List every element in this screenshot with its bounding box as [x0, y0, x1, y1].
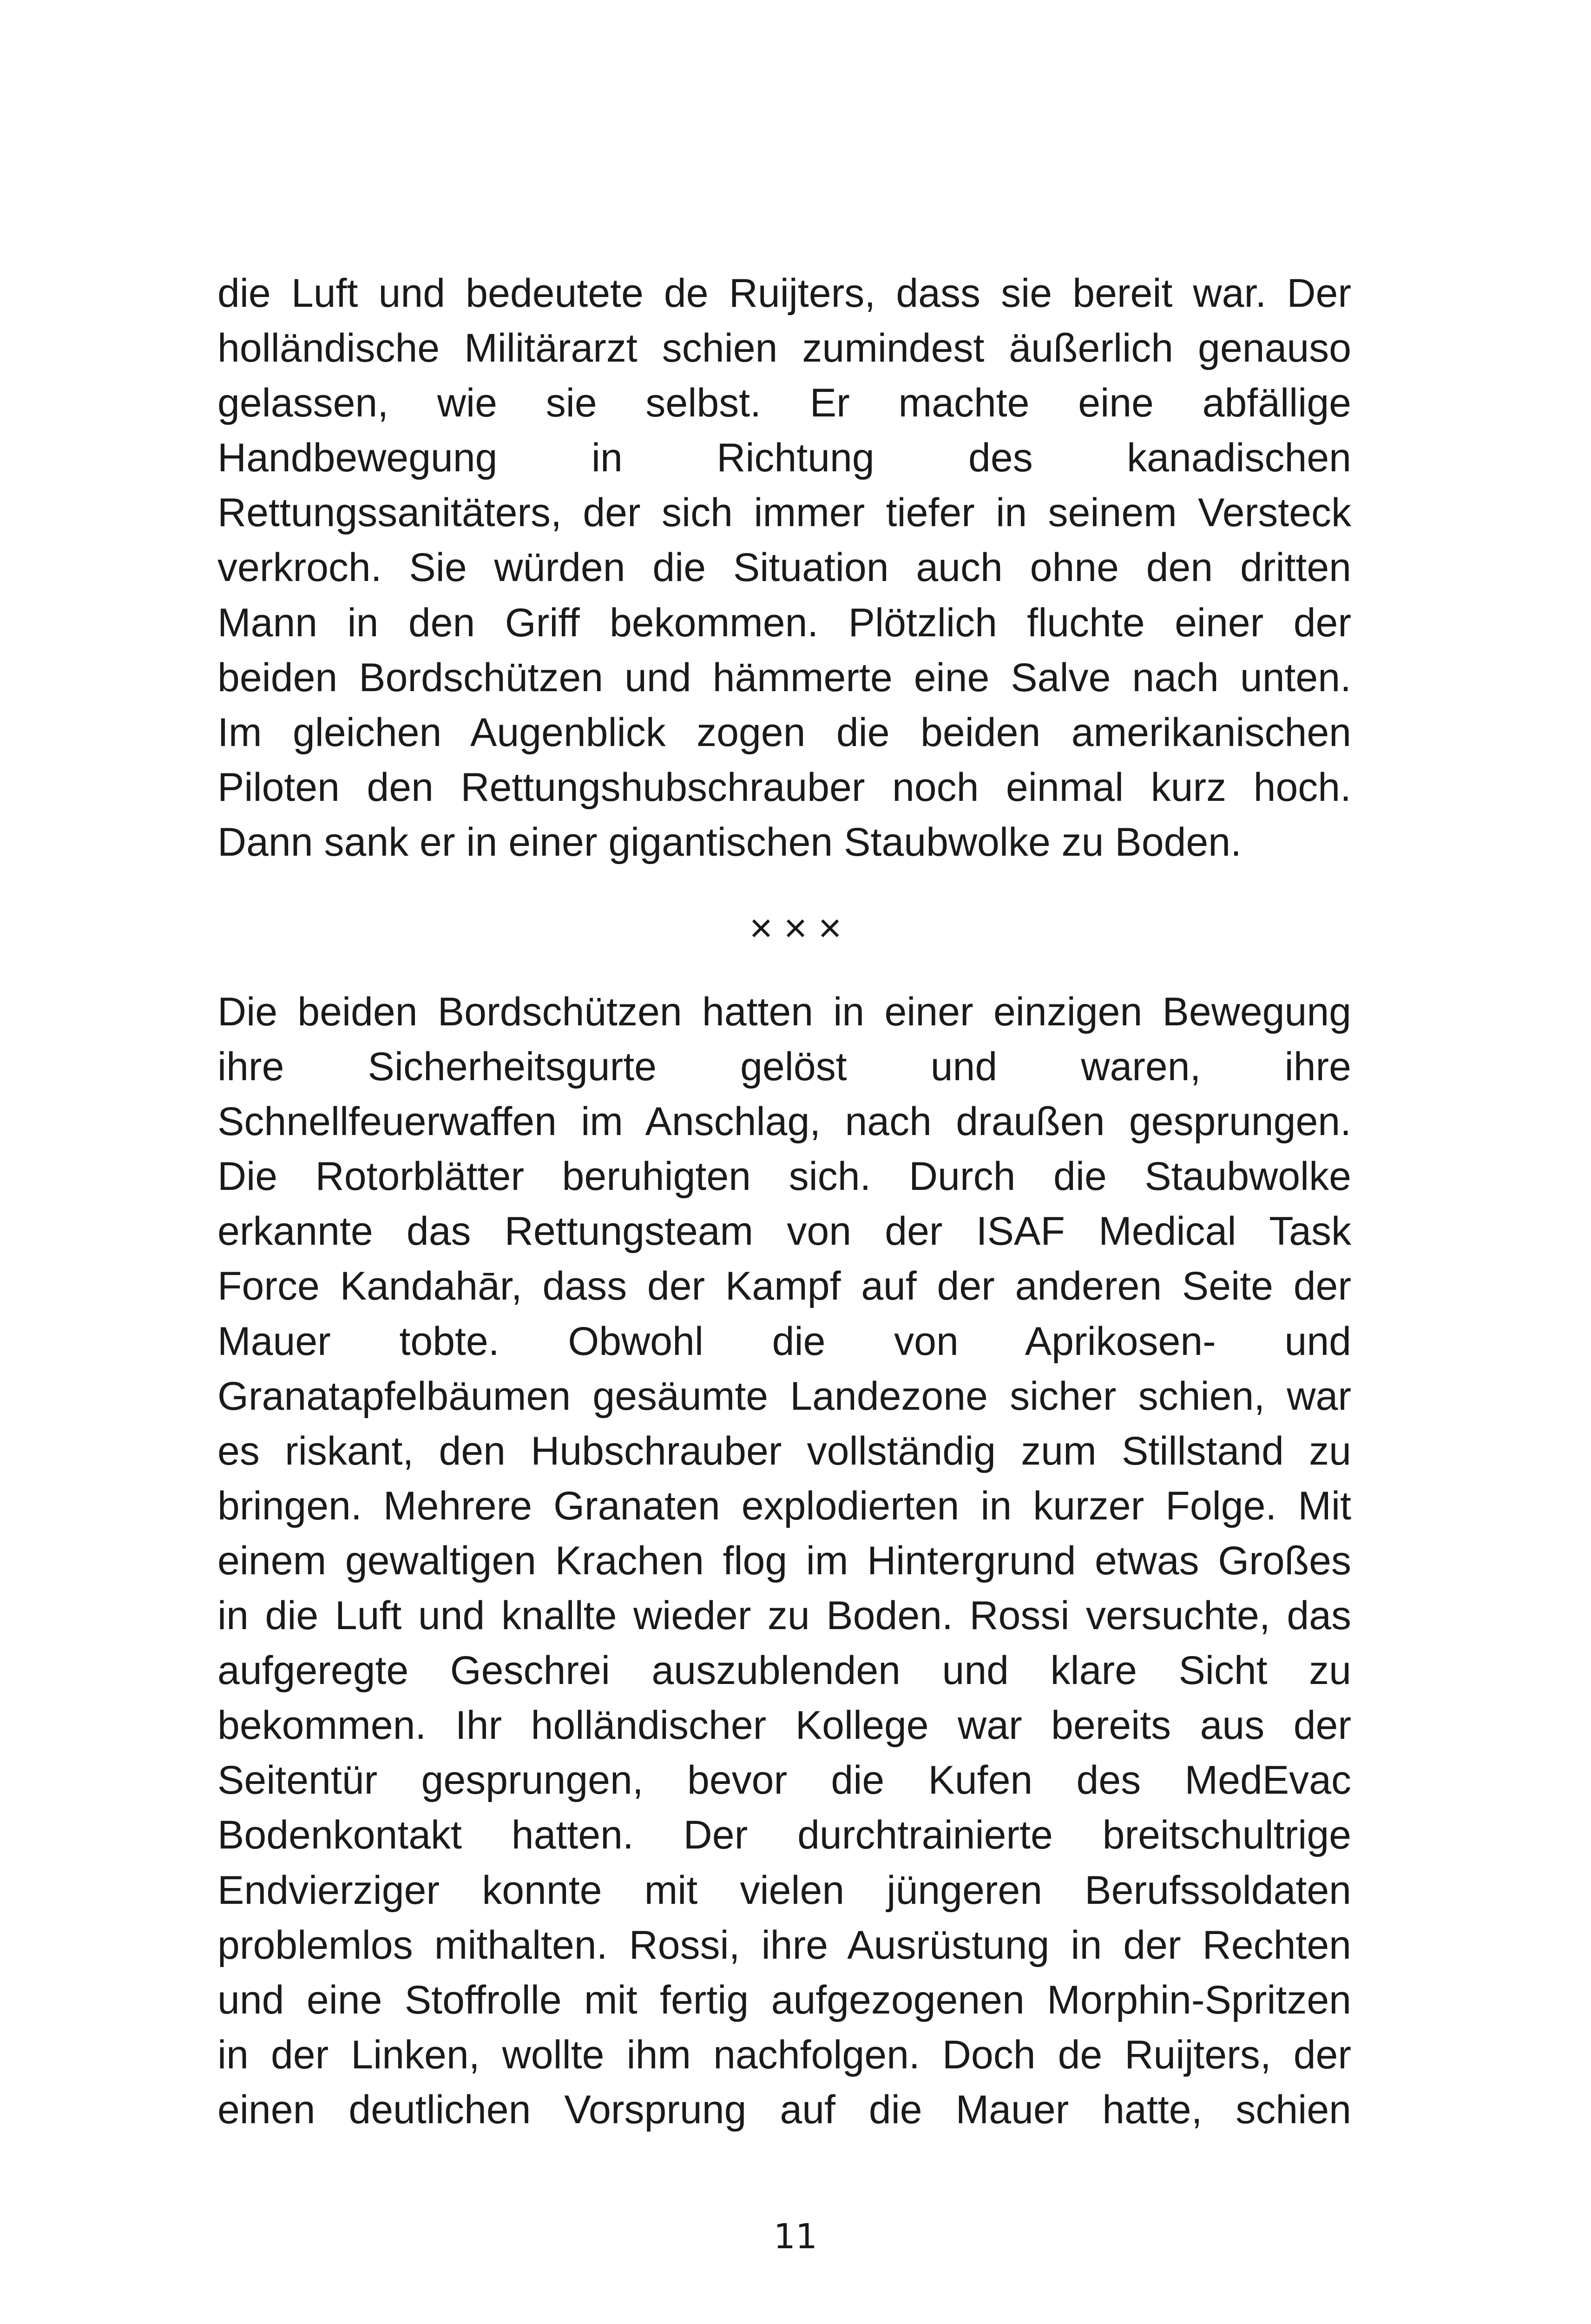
- text-line: Bodenkontakt hatten. Der durchtrainierte breitschultrige: [217, 1813, 1351, 1858]
- text-line: bringen. Mehrere Granaten explodierten in kurzer Folge. Mit: [217, 1483, 1351, 1528]
- text-line: Schnellfeuerwaffen im Anschlag, nach draußen gesprungen.: [217, 1099, 1351, 1144]
- text-line: in der Linken, wollte ihm nachfolgen. Doch de Ruijters, der: [217, 2032, 1351, 2077]
- text-line: erkannte das Rettungsteam von der ISAF Medical Task: [217, 1209, 1351, 1254]
- text-line: einem gewaltigen Krachen flog im Hintergrund etwas Großes: [217, 1538, 1351, 1583]
- text-line: verkroch. Sie würden die Situation auch ohne den dritten: [217, 545, 1351, 590]
- text-line: Seitentür gesprungen, bevor die Kufen des MedEvac: [217, 1758, 1351, 1803]
- text-line: Dann sank er in einer gigantischen Staubwolke zu Boden.: [217, 819, 1242, 865]
- text-line: Granatapfelbäumen gesäumte Landezone sicher schien, war: [217, 1373, 1351, 1419]
- text-line: ihre Sicherheitsgurte gelöst und waren, ihre: [217, 1044, 1351, 1089]
- text-line: Mann in den Griff bekommen. Plötzlich fluchte einer der: [217, 600, 1351, 645]
- text-line: Im gleichen Augenblick zogen die beiden amerikanischen: [217, 710, 1351, 755]
- paragraph-1: [217, 266, 1351, 870]
- text-line: Rettungssanitäters, der sich immer tiefer in seinem Versteck: [217, 490, 1351, 535]
- text-line: und eine Stoffrolle mit fertig aufgezogenen Morphin-Spritzen: [217, 1977, 1351, 2022]
- text-line: Force Kandahār, dass der Kampf auf der anderen Seite der: [217, 1264, 1351, 1309]
- text-line: Piloten den Rettungshubschrauber noch einmal kurz hoch.: [217, 765, 1351, 810]
- section-separator: × × ×: [749, 906, 842, 951]
- text-line: aufgeregte Geschrei auszublenden und klare Sicht zu: [217, 1648, 1351, 1693]
- text-line: Handbewegung in Richtung des kanadischen: [217, 436, 1351, 481]
- text-line: problemlos mithalten. Rossi, ihre Ausrüstung in der Rechten: [217, 1922, 1351, 1967]
- text-line: einen deutlichen Vorsprung auf die Mauer hatte, schien: [217, 2087, 1351, 2132]
- text-line: Mauer tobte. Obwohl die von Aprikosen- und: [217, 1319, 1351, 1364]
- text-line: Endvierziger konnte mit vielen jüngeren Berufssoldaten: [217, 1868, 1351, 1913]
- text-line: es riskant, den Hubschrauber vollständig zum Stillstand zu: [217, 1428, 1351, 1473]
- text-line: bekommen. Ihr holländischer Kollege war bereits aus der: [217, 1703, 1351, 1748]
- text-line: in die Luft und knallte wieder zu Boden. Rossi versuchte, das: [217, 1593, 1351, 1638]
- text-line: Die Rotorblätter beruhigten sich. Durch die Staubwolke: [217, 1154, 1351, 1199]
- text-line: Die beiden Bordschützen hatten in einer einzigen Bewegung: [217, 990, 1351, 1034]
- text-line: beiden Bordschützen und hämmerte eine Salve nach unten.: [217, 655, 1351, 700]
- text-line: holländische Militärarzt schien zumindest äußerlich genauso: [217, 326, 1351, 371]
- text-line: die Luft und bedeutete de Ruijters, dass sie bereit war. Der: [217, 271, 1351, 316]
- paragraph-2: [217, 984, 1351, 2137]
- page-number: 11: [773, 2217, 818, 2257]
- text-line: gelassen, wie sie selbst. Er machte eine abfällige: [217, 381, 1351, 426]
